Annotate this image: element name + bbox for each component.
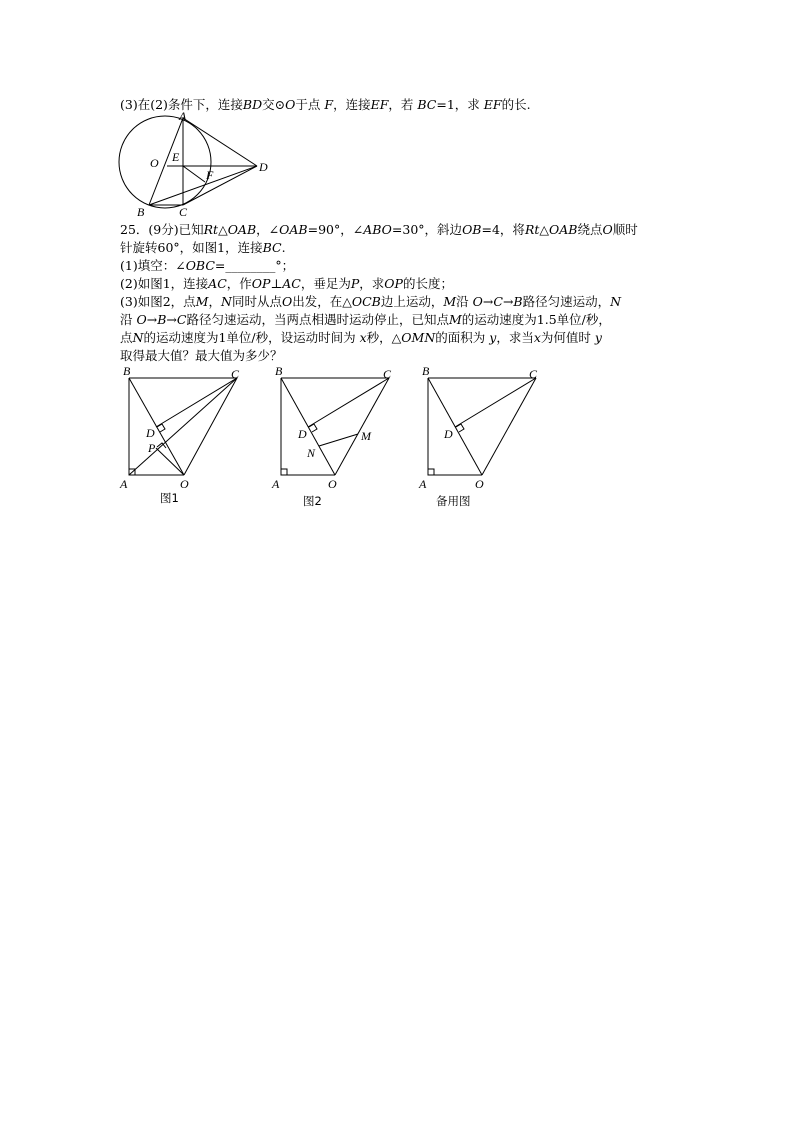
circle-label-b: B [137,205,145,219]
fig1-label-d: D [146,426,155,440]
q25-line-5: (3)如图2，点M，N同时从点O出发，在△OCB边上运动，M沿 O→C→B路径匀速运动，N [120,294,622,309]
q25-line-4: (2)如图1，连接AC，作OP⊥AC，垂足为P，求OP的长度； [120,276,453,291]
fig3-label-a: A [419,477,427,491]
fig1-label-a: A [120,477,128,491]
q25-line-3: (1)填空：∠OBC=________°； [120,258,295,273]
q25-line-7: 点N的运动速度为1单位/秒，设运动时间为 x秒，△OMN的面积为 y，求当x为何值时 y [120,330,602,345]
fig2-label-c: C [383,367,392,381]
q25-line-1: 25．(9分)已知Rt△OAB，∠OAB=90°，∠ABO=30°，斜边OB=4，将Rt△OAB绕点O顺时 [120,222,638,237]
circle-label-f: F [206,168,214,182]
fig2-label-a: A [272,477,280,491]
fig2-label-o: O [328,477,337,491]
fig2-label-n: N [307,446,316,460]
fig3-label-d: D [444,427,453,441]
circle-label-e: E [172,150,180,164]
circle-label-o: O [150,156,159,170]
circle-label-d: D [259,160,268,174]
q24-part3-text: (3)在(2)条件下，连接BD交⊙O于点 F，连接EF，若 BC=1，求 EF的长. [120,97,531,112]
circle-label-a: A [179,109,187,123]
fig3-label-o: O [475,477,484,491]
fig1-label-b: B [123,364,131,378]
fig3-label-b: B [422,364,430,378]
fig2-label-b: B [275,364,283,378]
fig2-label-d: D [298,427,307,441]
fig1-label-p: P [148,441,156,455]
fig1-caption: 图1 [160,491,179,505]
fig2-label-m: M [361,429,371,443]
fig1-label-o: O [180,477,189,491]
circle-label-c: C [179,205,188,219]
fig2-caption: 图2 [303,494,322,508]
q25-line-8: 取得最大值？最大值为多少？ [120,348,283,363]
q25-line-6: 沿 O→B→C路径匀速运动，当两点相遇时运动停止，已知点M的运动速度为1.5单位/秒， [120,312,611,327]
q25-line-2: 针旋转60°，如图1，连接BC. [120,240,286,255]
fig1-label-c: C [231,367,240,381]
fig3-caption: 备用图 [436,494,471,508]
fig3-label-c: C [529,367,538,381]
